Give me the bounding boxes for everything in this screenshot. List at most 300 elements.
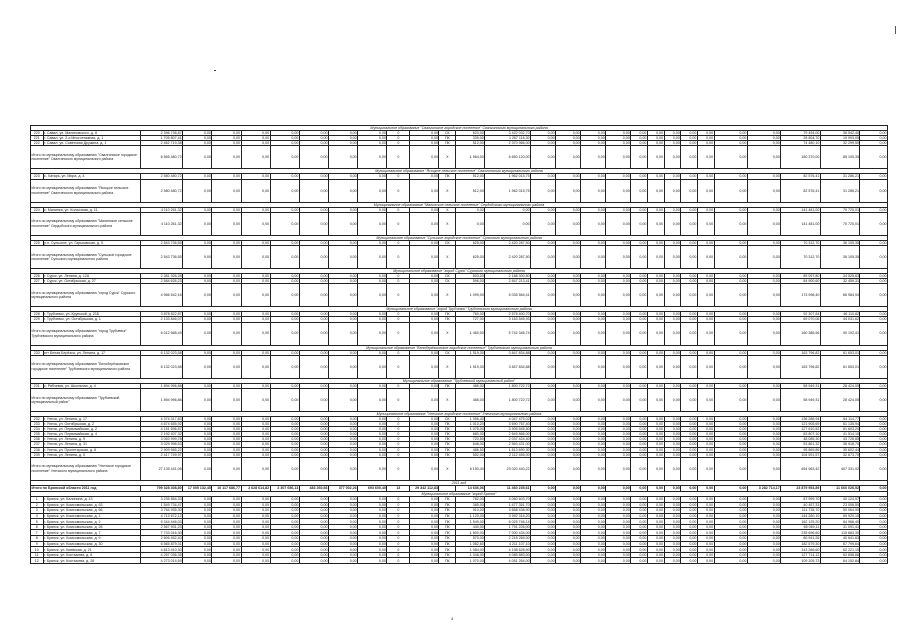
row-sum: 2 037 424,40 xyxy=(485,437,531,442)
zero-cell: 0,00 xyxy=(183,212,212,235)
total-cost: 6 012 668,49 xyxy=(141,322,183,345)
total-r1: 58 949,31 xyxy=(781,388,821,411)
row-sum: 2 188 300,80 xyxy=(485,274,531,279)
zero-cell: 0,00 xyxy=(860,496,888,502)
zero-cell: 0 xyxy=(387,240,410,245)
zero-cell: 0,00 xyxy=(212,552,241,558)
zero-cell: 0,00 xyxy=(860,508,888,514)
zero-cell: 0,00 xyxy=(681,530,698,536)
zero-cell: 0,00 xyxy=(747,524,780,530)
zero-cell: 0,00 xyxy=(299,284,328,307)
row-cost: 2 381 926,28 xyxy=(141,274,183,279)
row-area: 1 084,00 xyxy=(456,547,485,553)
zero-cell: 0 xyxy=(387,457,410,480)
zero-cell: 0,00 xyxy=(697,427,714,432)
zero-cell: 0,00 xyxy=(664,245,681,268)
zero-cell: 0,00 xyxy=(606,207,631,212)
zero-cell: 0,00 xyxy=(212,508,241,514)
row-r2: 84 966,40 xyxy=(820,519,860,525)
zero-cell: 0,00 xyxy=(329,322,358,345)
row-kind: ПК xyxy=(439,427,456,432)
section-title: Муниципальное образование "город Сурск" Сурского муниципального района xyxy=(31,268,888,273)
total-r1: 173 998,40 xyxy=(781,284,821,307)
row-area: 1 010,20 xyxy=(456,422,485,427)
zero-cell: 0,00 xyxy=(358,240,387,245)
total-r2: 90 192,41 xyxy=(820,322,860,345)
row-cost: 4 813 410,30 xyxy=(141,547,183,553)
zero-cell: 0,00 xyxy=(556,284,581,307)
zero-cell: 0,00 xyxy=(299,350,328,355)
zero-cell: 0,00 xyxy=(747,508,780,514)
zero-cell: 0,00 xyxy=(714,355,747,378)
row-r2: 61 135,94 xyxy=(820,422,860,427)
zero-cell: 0,00 xyxy=(358,146,387,169)
total-r1: 654 963,42 xyxy=(781,457,821,480)
row-address: г. Брянск, ул. Комсомольская, д. 26 xyxy=(43,524,141,530)
zero-cell: 0,00 xyxy=(697,245,714,268)
zero-cell: 0,00 xyxy=(241,146,270,169)
zero-cell: 0,00 xyxy=(270,141,299,146)
zero-cell: 0,00 xyxy=(860,136,888,141)
zero-cell: 0,00 xyxy=(329,416,358,421)
zero-cell: 0,00 xyxy=(270,383,299,388)
zero-cell: 0 xyxy=(387,432,410,437)
total-r2: 36 105,35 xyxy=(820,245,860,268)
zero-cell: 0,00 xyxy=(531,312,556,317)
zero-cell: 0,00 xyxy=(860,322,888,345)
zero-cell: 0,00 xyxy=(664,502,681,508)
zero-cell: 0,00 xyxy=(697,131,714,136)
total-cost: 6 565 480,72 xyxy=(141,146,183,169)
zero-cell: 0,00 xyxy=(860,547,888,553)
row-sum: 2 847 213,41 xyxy=(485,279,531,284)
zero-cell: 0,00 xyxy=(531,322,556,345)
zero-cell: 0,00 xyxy=(631,245,648,268)
zero-cell: 0,00 xyxy=(697,240,714,245)
zero-cell: 0,00 xyxy=(714,496,747,502)
row-sum: 2 420 287,50 xyxy=(485,240,531,245)
zero-cell: 0,00 xyxy=(606,442,631,447)
zero-cell: 0,00 xyxy=(747,350,780,355)
row-area: 486,50 xyxy=(456,447,485,452)
row-kind: ПК xyxy=(439,552,456,558)
zero-cell: 0 xyxy=(387,416,410,421)
zero-cell: 0,00 xyxy=(631,437,648,442)
row-r1: 48 085,30 xyxy=(781,437,821,442)
zero-cell: 0,00 xyxy=(270,547,299,553)
zero-cell: 0,00 xyxy=(631,146,648,169)
row-number: 12 xyxy=(31,558,44,564)
zero-cell: 0,00 xyxy=(714,141,747,146)
zero-cell: 0,00 xyxy=(714,322,747,345)
zero-cell: 0,00 xyxy=(299,207,328,212)
row-area: 339,00 xyxy=(456,136,485,141)
total-area: 0,00 xyxy=(456,212,485,235)
total-sum: 23 020 440,22 xyxy=(485,457,531,480)
row-address: г. Брянск, ул. Калинина, д. 13 xyxy=(43,496,141,502)
zero-cell: 0,00 xyxy=(531,427,556,432)
zero-cell: 0,00 xyxy=(860,519,888,525)
zero-cell: 0,00 xyxy=(860,513,888,519)
row-address: г. Брянск, ул. Комсомольская, д. 63 xyxy=(43,502,141,508)
zero-cell: 0,00 xyxy=(631,432,648,437)
zero-cell: 0,00 xyxy=(681,350,698,355)
row-number: 237 xyxy=(31,442,44,447)
zero-cell: 0,00 xyxy=(697,432,714,437)
row-number: 11 xyxy=(31,552,44,558)
zero-cell: 0,00 xyxy=(631,519,648,525)
total-area: 625,00 xyxy=(456,245,485,268)
zero-cell: 0,00 xyxy=(647,508,664,514)
zero-cell: 0,00 xyxy=(270,552,299,558)
zero-cell: 0,00 xyxy=(329,179,358,202)
zero-cell: 0,00 xyxy=(410,513,439,519)
row-r2: 23 006,50 xyxy=(820,502,860,508)
row-kind: ПК xyxy=(439,496,456,502)
row-number: 232 xyxy=(31,416,44,421)
row-r1: 40 457,33 xyxy=(781,502,821,508)
zero-cell: 0 xyxy=(387,284,410,307)
zero-cell: 0,00 xyxy=(714,131,747,136)
row-kind: СК xyxy=(439,131,456,136)
zero-cell: 0,00 xyxy=(410,179,439,202)
zero-cell: 0,00 xyxy=(531,422,556,427)
zero-cell: 0,00 xyxy=(299,274,328,279)
total-label: Итого по муниципальному образованию "Унечское городское поселение" Унечского муниципального района xyxy=(31,457,141,480)
zero-cell: 0,00 xyxy=(270,536,299,542)
zero-cell: 0,00 xyxy=(606,284,631,307)
zero-cell: 0,00 xyxy=(860,146,888,169)
zero-cell: 0,00 xyxy=(556,530,581,536)
zero-cell: 0,00 xyxy=(714,432,747,437)
zero-cell: 0,00 xyxy=(299,552,328,558)
zero-cell: 0,00 xyxy=(647,541,664,547)
zero-cell: 0,00 xyxy=(299,312,328,317)
zero-cell: 0,00 xyxy=(212,322,241,345)
zero-cell: 0,00 xyxy=(606,240,631,245)
zero-cell: 0,00 xyxy=(860,485,888,491)
zero-cell: 0,00 xyxy=(631,547,648,553)
row-r1: 79 494,00 xyxy=(781,131,821,136)
zero-cell: 0,00 xyxy=(299,136,328,141)
total-r1: 160 386,96 xyxy=(781,322,821,345)
zero-cell: 0,00 xyxy=(183,432,212,437)
zero-cell: 0,00 xyxy=(681,524,698,530)
zero-cell: 0,00 xyxy=(631,212,648,235)
row-area: 485,00 xyxy=(456,383,485,388)
zero-cell: 0,00 xyxy=(664,212,681,235)
zero-cell: 0,00 xyxy=(581,212,606,235)
zero-cell: 0,00 xyxy=(681,245,698,268)
total-cost: 2 543 736,55 xyxy=(141,245,183,268)
zero-cell: 0,00 xyxy=(270,207,299,212)
zero-cell: 0,00 xyxy=(664,279,681,284)
zero-cell: 0,00 xyxy=(358,447,387,452)
zero-cell: 0,00 xyxy=(556,136,581,141)
row-area: 0,00 xyxy=(456,207,485,212)
zero-cell: 0,00 xyxy=(556,179,581,202)
zero-cell: 0,00 xyxy=(664,541,681,547)
row-address: г. Унеча, ул. Ленина, д. 5 xyxy=(43,452,141,457)
zero-cell: 0,00 xyxy=(647,422,664,427)
zero-cell: 0,00 xyxy=(270,519,299,525)
zero-cell: 0,00 xyxy=(581,146,606,169)
total-sum: 6 650 120,00 xyxy=(485,146,531,169)
zero-cell: 0,00 xyxy=(860,179,888,202)
zero-cell: 0,00 xyxy=(664,350,681,355)
zero-cell: 0,00 xyxy=(329,524,358,530)
zero-cell: 0,00 xyxy=(581,485,606,491)
row-number: 9 xyxy=(31,541,44,547)
zero-cell: 0,00 xyxy=(664,485,681,491)
zero-cell: 0,00 xyxy=(183,552,212,558)
zero-cell: 0,00 xyxy=(647,212,664,235)
zero-cell: 0,00 xyxy=(212,174,241,179)
row-kind: Х xyxy=(439,207,456,212)
row-cost: 1 894 996,86 xyxy=(141,383,183,388)
row-cost: 1 705 807,41 xyxy=(141,136,183,141)
row-r2: 30 602,44 xyxy=(820,447,860,452)
zero-cell: 0,00 xyxy=(556,485,581,491)
zero-cell: 0,00 xyxy=(531,212,556,235)
zero-cell: 0,00 xyxy=(212,536,241,542)
zero-cell: 0,00 xyxy=(606,317,631,322)
zero-cell: 0,00 xyxy=(747,388,780,411)
row-cost: 5 344 446,03 xyxy=(141,519,183,525)
zero-cell: 0,00 xyxy=(697,452,714,457)
zero-cell: 0,00 xyxy=(647,519,664,525)
zero-cell: 0,00 xyxy=(681,558,698,564)
zero-cell: 0,00 xyxy=(664,322,681,345)
zero-cell: 0,00 xyxy=(241,442,270,447)
zero-cell: 0,00 xyxy=(747,416,780,421)
row-area: 385,00 xyxy=(456,502,485,508)
zero-cell: 0,00 xyxy=(183,136,212,141)
zero-cell: 0,00 xyxy=(606,541,631,547)
zero-cell: 0,00 xyxy=(183,207,212,212)
zero-cell: 0,00 xyxy=(631,174,648,179)
zero-cell: 0,00 xyxy=(556,212,581,235)
row-sum: 3 905 545,50 xyxy=(485,427,531,432)
zero-cell: 0,00 xyxy=(681,212,698,235)
total-area: 1 460,00 xyxy=(456,322,485,345)
zero-cell: 0,00 xyxy=(714,513,747,519)
zero-cell: 0,00 xyxy=(581,312,606,317)
zero-cell: 0,00 xyxy=(270,312,299,317)
zero-cell: 0,00 xyxy=(747,317,780,322)
zero-cell: 0,00 xyxy=(747,536,780,542)
zero-cell: 0,00 xyxy=(531,513,556,519)
zero-cell: 0,00 xyxy=(714,541,747,547)
zero-cell: 0,00 xyxy=(747,422,780,427)
zero-cell: 0,00 xyxy=(183,350,212,355)
zero-cell: 0,00 xyxy=(647,322,664,345)
zero-cell: 0,00 xyxy=(212,179,241,202)
zero-cell: 0,00 xyxy=(714,146,747,169)
zero-cell: 0,00 xyxy=(664,519,681,525)
zero-cell: 0,00 xyxy=(606,432,631,437)
zero-cell: 0,00 xyxy=(860,212,888,235)
zero-cell: 0 xyxy=(387,552,410,558)
zero-cell: 0,00 xyxy=(299,536,328,542)
zero-cell: 0,00 xyxy=(860,355,888,378)
zero-cell: 0,00 xyxy=(860,240,888,245)
zero-cell: 0,00 xyxy=(358,558,387,564)
zero-cell: 0,00 xyxy=(681,508,698,514)
zero-cell: 0,00 xyxy=(531,279,556,284)
zero-cell: 0,00 xyxy=(747,427,780,432)
zero-cell: 0,00 xyxy=(681,552,698,558)
zero-cell: 0,00 xyxy=(747,207,780,212)
zero-cell: 0,00 xyxy=(860,558,888,564)
zero-cell: 0,00 xyxy=(212,317,241,322)
zero-cell: 0,00 xyxy=(581,513,606,519)
zero-cell: 0,00 xyxy=(329,452,358,457)
row-address: г. Брянск, ул. Комсомольская, д. 66 xyxy=(43,508,141,514)
zero-cell: 0,00 xyxy=(581,508,606,514)
row-address: г. Брянск, ул. Комсомольская, д. 2 xyxy=(43,519,141,525)
zero-cell: 0,00 xyxy=(212,350,241,355)
zero-cell: 0,00 xyxy=(606,212,631,235)
row-cost: 2 567 931,23 xyxy=(141,524,183,530)
zero-cell: 0,00 xyxy=(556,388,581,411)
total-sum: 0,00 xyxy=(485,212,531,235)
total-r1: 82 576,41 xyxy=(781,179,821,202)
zero-cell: 0,00 xyxy=(697,524,714,530)
zero-cell: 0,00 xyxy=(714,508,747,514)
zero-cell: 0,00 xyxy=(714,240,747,245)
zero-cell: 0,00 xyxy=(241,274,270,279)
total-cost: 27 135 441,06 xyxy=(141,457,183,480)
zero-cell: 0,00 xyxy=(556,312,581,317)
zero-cell: 0,00 xyxy=(531,131,556,136)
row-address: г. Трубчевск, ул. Крупской, д. 21Б xyxy=(43,312,141,317)
row-area: 1 070,00 xyxy=(456,558,485,564)
zero-cell: 0,00 xyxy=(299,541,328,547)
zero-cell: 0,00 xyxy=(212,274,241,279)
zero-cell: 0,00 xyxy=(647,240,664,245)
zero-cell: 0,00 xyxy=(681,312,698,317)
zero-cell: 0,00 xyxy=(212,383,241,388)
zero-cell: 0,00 xyxy=(329,496,358,502)
row-r1: 80 941,26 xyxy=(781,536,821,542)
zero-cell: 0,00 xyxy=(329,350,358,355)
zero-cell: 0,00 xyxy=(631,388,648,411)
row-address: р.п. Сульское, ул. Гарьковская, д. 5 xyxy=(43,240,141,245)
zero-cell: 0,00 xyxy=(212,388,241,411)
year-label: 2011 год xyxy=(31,480,888,485)
zero-cell: 0,00 xyxy=(410,536,439,542)
zero-cell: 0,00 xyxy=(606,350,631,355)
row-sum: 4 085 883,00 xyxy=(485,552,531,558)
zero-cell: 0,00 xyxy=(697,207,714,212)
zero-cell: 0,00 xyxy=(581,416,606,421)
zero-cell: 0 xyxy=(387,508,410,514)
zero-cell: 0,00 xyxy=(329,547,358,553)
zero-cell: 0,00 xyxy=(241,245,270,268)
zero-cell: 0,00 xyxy=(556,245,581,268)
zero-cell: 0,00 xyxy=(531,146,556,169)
zero-cell: 0,00 xyxy=(860,174,888,179)
zero-cell: 0,00 xyxy=(531,432,556,437)
row-address: г. Сурск, ул. Ленина, д. 12А xyxy=(43,274,141,279)
zero-cell: 0,00 xyxy=(299,427,328,432)
zero-cell: 0,00 xyxy=(410,284,439,307)
table-row xyxy=(31,558,888,564)
zero-cell: 0,00 xyxy=(714,350,747,355)
zero-cell: 0,00 xyxy=(581,432,606,437)
zero-cell: 0,00 xyxy=(212,245,241,268)
zero-cell: 0,00 xyxy=(747,136,780,141)
row-r1: 163 796,82 xyxy=(781,350,821,355)
zero-cell: 0,00 xyxy=(329,388,358,411)
zero-cell: 0,00 xyxy=(270,350,299,355)
zero-cell: 0,00 xyxy=(212,530,241,536)
zero-cell: 0,00 xyxy=(647,496,664,502)
zero-cell: 0,00 xyxy=(860,452,888,457)
zero-cell: 0,00 xyxy=(270,284,299,307)
zero-cell: 0,00 xyxy=(410,322,439,345)
zero-cell: 0 xyxy=(387,513,410,519)
row-area: 760,00 xyxy=(456,312,485,317)
zero-cell: 0,00 xyxy=(664,179,681,202)
total-r2: 407 331,92 xyxy=(820,457,860,480)
zero-cell: 0,00 xyxy=(697,422,714,427)
zero-cell: 0,00 xyxy=(860,207,888,212)
zero-cell: 0,00 xyxy=(183,383,212,388)
total-kind: Х xyxy=(439,284,456,307)
zero-cell: 0,00 xyxy=(531,388,556,411)
zero-cell: 0,00 xyxy=(664,524,681,530)
zero-cell: 0,00 xyxy=(241,141,270,146)
zero-cell: 0,00 xyxy=(681,496,698,502)
zero-cell: 0,00 xyxy=(556,279,581,284)
row-r2: 38 918,70 xyxy=(820,442,860,447)
zero-cell: 0,00 xyxy=(581,541,606,547)
grand-c8: 693 600,40 xyxy=(358,485,387,491)
zero-cell: 0,00 xyxy=(681,383,698,388)
row-address: г. Сурск, ул. Октябрьская, д. 27 xyxy=(43,279,141,284)
zero-cell: 0,00 xyxy=(299,519,328,525)
zero-cell: 0,00 xyxy=(329,519,358,525)
zero-cell: 0,00 xyxy=(714,536,747,542)
zero-cell: 0,00 xyxy=(714,207,747,212)
row-address: г. Брянск, ул. Комсомольская, д. 9 xyxy=(43,536,141,542)
zero-cell: 0,00 xyxy=(358,524,387,530)
row-kind: СК xyxy=(439,240,456,245)
total-area: 6 150,40 xyxy=(456,457,485,480)
row-kind: ПК xyxy=(439,547,456,553)
zero-cell: 0,00 xyxy=(581,547,606,553)
row-address: г. Унеча, ул. Первомайская, д. 2 xyxy=(43,427,141,432)
row-cost: 4 713 672,12 xyxy=(141,513,183,519)
zero-cell: 0,00 xyxy=(241,322,270,345)
zero-cell: 0,00 xyxy=(329,552,358,558)
row-address: г. Брянск, ул. Киевская, д. 21 xyxy=(43,547,141,553)
section-total-row xyxy=(31,212,888,235)
zero-cell: 0 xyxy=(387,350,410,355)
row-number: 6 xyxy=(31,524,44,530)
zero-cell: 0,00 xyxy=(747,383,780,388)
zero-cell: 0,00 xyxy=(860,416,888,421)
zero-cell: 0,00 xyxy=(664,174,681,179)
zero-cell: 0,00 xyxy=(410,558,439,564)
zero-cell: 0,00 xyxy=(606,513,631,519)
row-sum: 1 813 690,30 xyxy=(485,447,531,452)
section-title: Муниципальное образование "Ясоцкое сельское поселение" Свалгинского муниципального района xyxy=(31,169,888,174)
zero-cell: 0,00 xyxy=(581,558,606,564)
zero-cell: 0,00 xyxy=(581,279,606,284)
